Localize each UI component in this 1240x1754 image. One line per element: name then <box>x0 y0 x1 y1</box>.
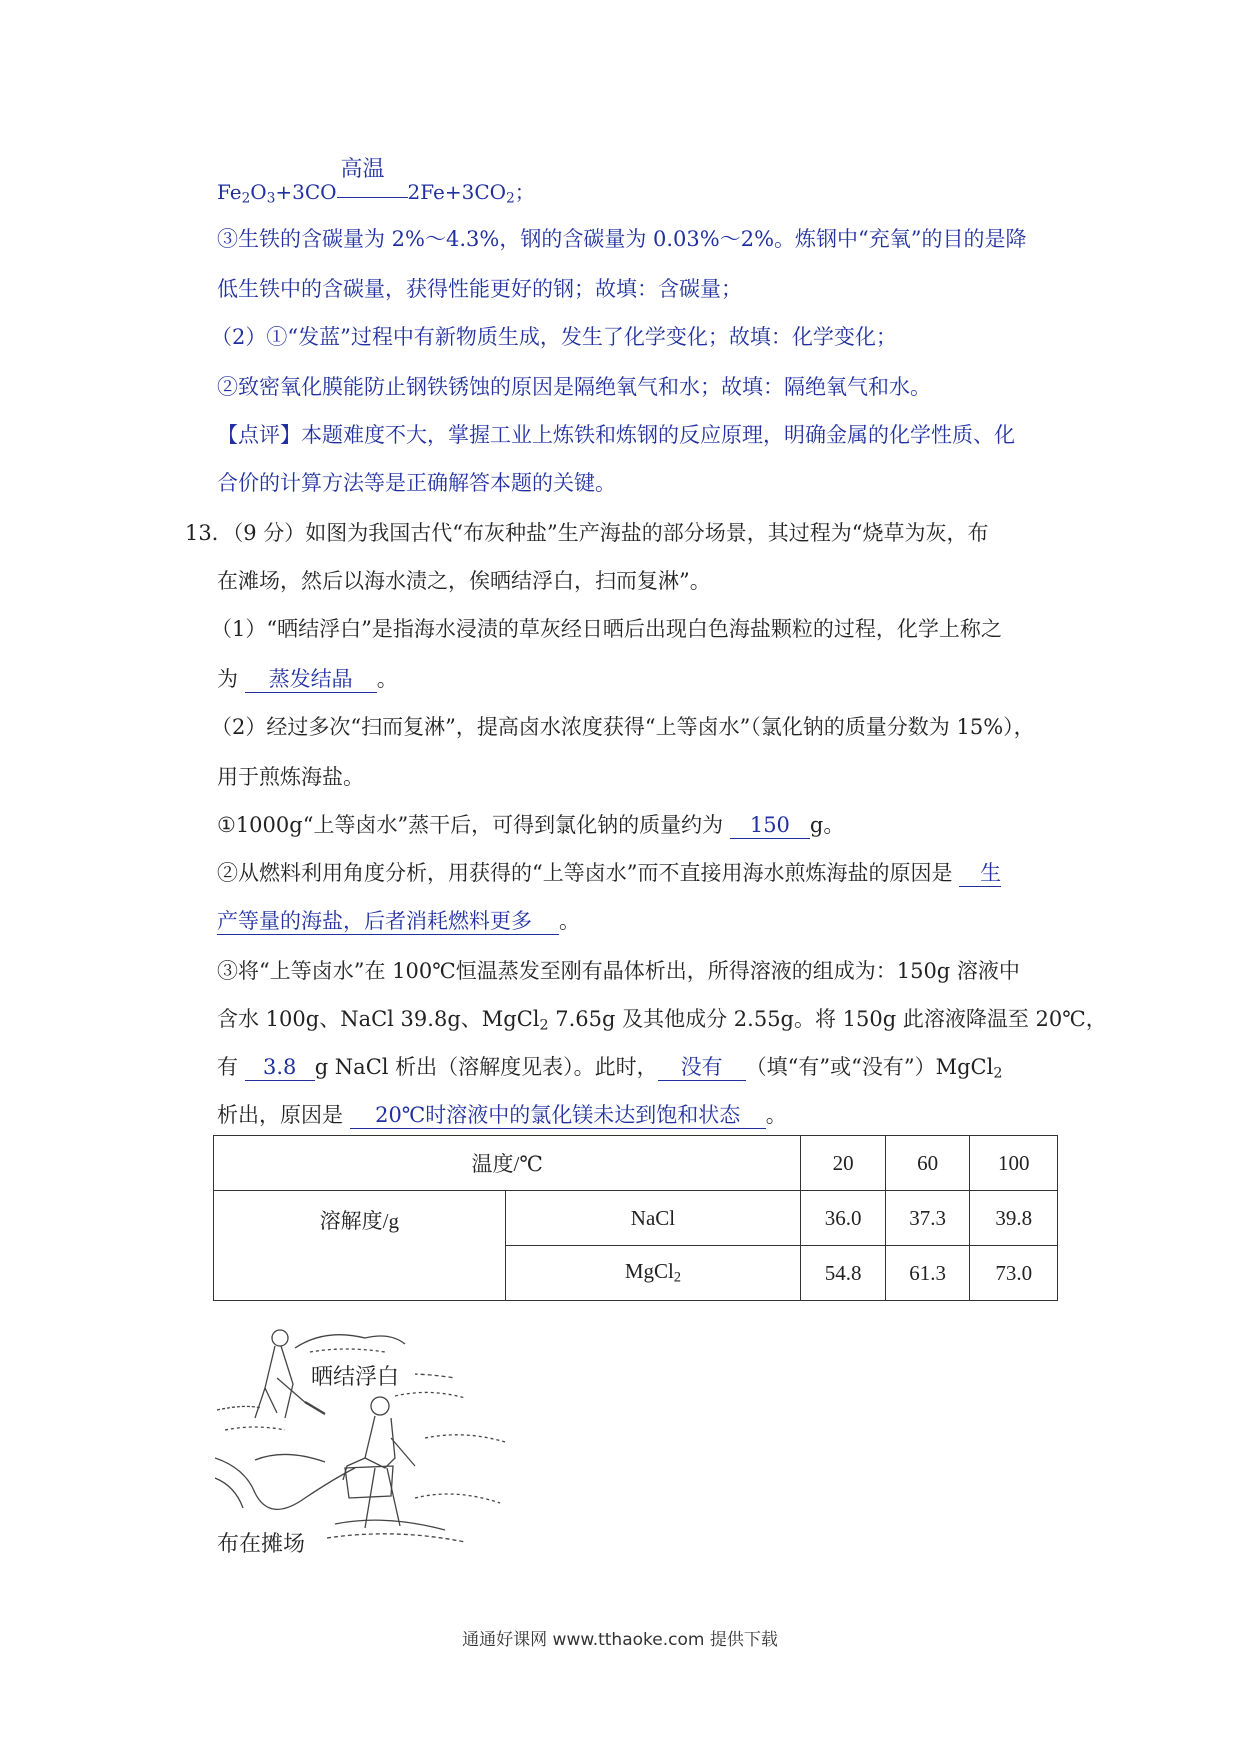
q2a-prefix: ①1000g“上等卤水”蒸干后，可得到氯化钠的质量约为 <box>217 813 724 837</box>
value-cell: 39.8 <box>970 1191 1058 1246</box>
q2c-line2 <box>217 1004 1107 1041</box>
q2-line1: （2）经过多次“扫而复淋”，提高卤水浓度获得“上等卤水”（氯化钠的质量分数为 15%）， <box>211 715 1035 739</box>
value-cell: 37.3 <box>885 1191 970 1246</box>
reaction-condition <box>337 157 408 205</box>
table-header-row <box>214 1136 1058 1191</box>
header-label: 温度/℃ <box>214 1136 801 1191</box>
q2-line2: 用于煎炼海盐。 <box>217 765 364 789</box>
value-cell: 36.0 <box>801 1191 886 1246</box>
comment-line2: 合价的计算方法等是正确解答本题的关键。 <box>217 471 616 495</box>
sub-2: 2 <box>673 1269 682 1286</box>
condition-text: 高温 <box>340 157 385 182</box>
sub-2: 2 <box>539 1017 549 1034</box>
q2b-line2 <box>217 906 580 936</box>
value-cell: 54.8 <box>801 1246 886 1301</box>
value-cell: 61.3 <box>885 1246 970 1301</box>
q1-line2 <box>217 664 398 694</box>
q1-suffix: 。 <box>376 667 398 691</box>
temp-cell: 100 <box>970 1136 1058 1191</box>
temp-cell: 60 <box>885 1136 970 1191</box>
eq-o: O <box>250 180 267 204</box>
q13-line1: 13．（9 分）如图为我国古代“布灰种盐”生产海盐的部分场景，其过程为“烧草为灰，布 <box>185 521 989 545</box>
q2b-suffix: 。 <box>559 909 580 933</box>
salt-making-illustration <box>215 1318 507 1558</box>
q2c-line4-suffix: 。 <box>765 1103 787 1127</box>
nacl-label: NaCl <box>505 1191 801 1246</box>
label-top: 晒结浮白 <box>311 1365 400 1390</box>
q2b-answer-part1: 生 <box>959 860 1001 887</box>
q2c-line3 <box>217 1052 1002 1089</box>
sketch-drawing <box>215 1318 507 1558</box>
q2c-line4 <box>217 1100 787 1130</box>
q2c-line2b: 7.65g 及其他成分 2.55g。将 150g 此溶液降温至 20℃， <box>548 1007 1107 1031</box>
q13-line2: 在滩场，然后以海水渍之，俟晒结浮白，扫而复淋”。 <box>217 569 711 593</box>
q2b-line1 <box>217 858 1001 888</box>
q2c-line2a: 含水 100g、NaCl 39.8g、MgCl <box>217 1007 540 1031</box>
q2a-suffix: g。 <box>809 813 845 837</box>
q2c-line4-prefix: 析出，原因是 <box>217 1103 343 1127</box>
p4: （2）①“发蓝”过程中有新物质生成，发生了化学变化；故填：化学变化； <box>211 325 897 349</box>
mgcl2-label <box>505 1246 801 1301</box>
temp-cell: 20 <box>801 1136 886 1191</box>
q2c-line3-prefix: 有 <box>217 1055 238 1079</box>
q1-prefix: 为 <box>217 667 238 691</box>
q2c-answer1: 3.8 <box>245 1054 315 1081</box>
p5: ②致密氧化膜能防止钢铁锈蚀的原因是隔绝氧气和水；故填：隔绝氧气和水。 <box>217 375 931 399</box>
eq-fe: Fe <box>217 180 242 204</box>
q2c-line1: ③将“上等卤水”在 100℃恒温蒸发至刚有晶体析出，所得溶液的组成为：150g 溶液中 <box>217 959 1020 983</box>
q2c-line3-mid1: g NaCl 析出（溶解度见表）。此时， <box>314 1055 658 1079</box>
sub-2: 2 <box>993 1065 1003 1082</box>
eq-sub: 2 <box>241 190 251 207</box>
eq-sub: 3 <box>266 190 276 207</box>
table-row-nacl <box>214 1191 1058 1246</box>
q1-line1: （1）“晒结浮白”是指海水浸渍的草灰经日晒后出现白色海盐颗粒的过程，化学上称之 <box>211 617 1002 641</box>
q1-answer: 蒸发结晶 <box>245 666 377 693</box>
row-label: 溶解度/g <box>214 1191 506 1301</box>
q2b-answer-part2: 产等量的海盐，后者消耗燃料更多 <box>217 908 559 935</box>
q2a-answer: 150 <box>730 812 810 839</box>
page-footer: 通通好课网 www.tthaoke.com 提供下载 <box>462 1630 778 1650</box>
eq-sub: 2 <box>506 190 515 207</box>
eq-co: +3CO <box>275 180 337 204</box>
p3-line2: 低生铁中的含碳量，获得性能更好的钢；故填：含碳量； <box>217 277 742 301</box>
comment-line1: 【点评】本题难度不大，掌握工业上炼铁和炼钢的反应原理，明确金属的化学性质、化 <box>217 423 1015 447</box>
p3-line1: ③生铁的含碳量为 2%～4.3%，钢的含碳量为 0.03%～2%。炼钢中“充氧”的目的是降 <box>217 227 1027 251</box>
solubility-table <box>213 1135 1058 1301</box>
q2c-answer2: 没有 <box>658 1054 746 1081</box>
q2c-answer3: 20℃时溶液中的氯化镁未达到饱和状态 <box>350 1102 766 1129</box>
q2c-line3-mid2: （填“有”或“没有”）MgCl <box>745 1055 994 1079</box>
chemical-equation <box>217 157 535 207</box>
q2a-line <box>217 810 844 840</box>
q2b-prefix: ②从燃料利用角度分析，用获得的“上等卤水”而不直接用海水煎炼海盐的原因是 <box>217 861 953 885</box>
value-cell: 73.0 <box>970 1246 1058 1301</box>
eq-end: ； <box>514 180 535 204</box>
label-bottom: 布在摊场 <box>217 1532 306 1557</box>
eq-right: 2Fe+3CO <box>407 180 507 204</box>
equation-bar <box>337 173 408 198</box>
mgcl-text: MgCl <box>624 1259 674 1284</box>
